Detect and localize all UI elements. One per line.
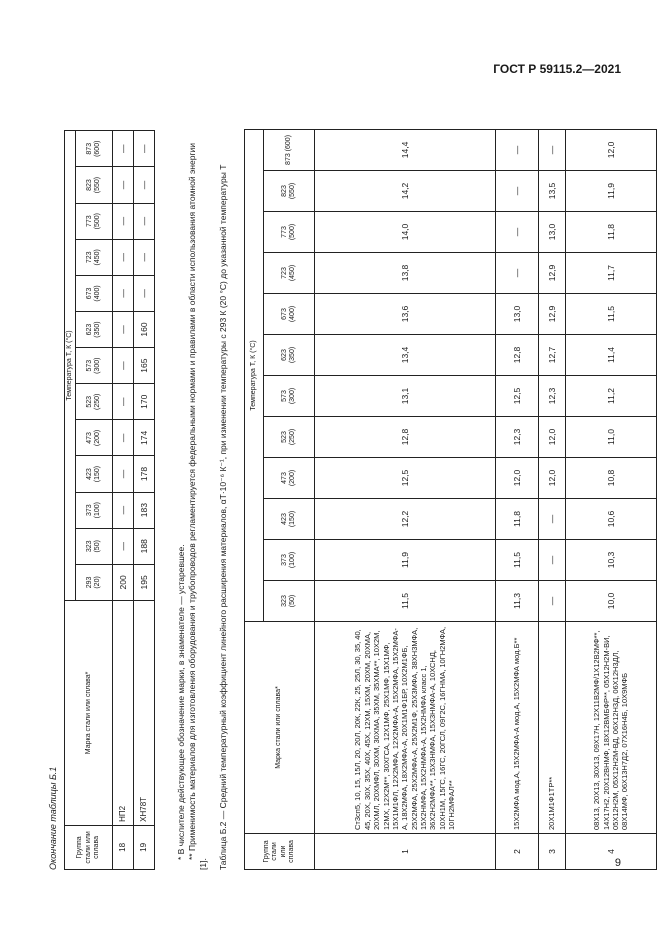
value-cell: 12,0 (539, 458, 566, 499)
temperature-cell: 473 (200) (264, 458, 315, 499)
value-cell: — (113, 384, 134, 420)
value-cell: — (539, 540, 566, 581)
note-1: * В числителе действующее обозначение марки, в знаменателе — устаревшее. (176, 544, 186, 860)
value-cell: 11,5 (315, 581, 496, 622)
table-row (539, 129, 566, 869)
value-cell: 11,2 (566, 376, 657, 417)
value-cell: 12,2 (315, 499, 496, 540)
value-cell: 11,5 (566, 294, 657, 335)
temperature-cell: 373 (100) (76, 492, 113, 528)
value-cell: 174 (134, 420, 155, 456)
value-cell: — (134, 131, 155, 167)
grade-cell: 15Х2МФА мод.А, 15Х2МФА-А мод.А, 15Х2МФА мод.Б** (496, 622, 539, 834)
value-cell: 13,8 (315, 253, 496, 294)
value-cell: 11,8 (496, 499, 539, 540)
value-cell: 11,9 (566, 171, 657, 212)
temperature-cell: 323 (50) (264, 581, 315, 622)
temperature-cell: 773 (500) (76, 203, 113, 239)
temperature-cell: 723 (450) (76, 239, 113, 275)
value-cell: 10,3 (566, 540, 657, 581)
table-b1-notes (176, 130, 209, 870)
value-cell: 10,8 (566, 458, 657, 499)
table-b1-group-header: Группа стали или сплава (65, 825, 113, 869)
temperature-cell: 623 (350) (76, 311, 113, 347)
value-cell: 11,4 (566, 335, 657, 376)
table-row (113, 131, 134, 870)
value-cell: — (539, 499, 566, 540)
value-cell: 14,4 (315, 129, 496, 170)
value-cell: 12,0 (566, 129, 657, 170)
value-cell: 13,0 (539, 212, 566, 253)
group-cell: 4 (566, 834, 657, 870)
value-cell: 195 (134, 564, 155, 600)
value-cell: 10,6 (566, 499, 657, 540)
temperature-cell: 673 (400) (264, 294, 315, 335)
value-cell: 200 (113, 564, 134, 600)
table-b2-temperature-header: Температура Т, К (°С) (245, 129, 264, 621)
value-cell: 12,9 (539, 253, 566, 294)
table-b2-header-row (245, 129, 264, 869)
value-cell: 10,0 (566, 581, 657, 622)
value-cell: 12,3 (496, 417, 539, 458)
table-row (566, 129, 657, 869)
value-cell: 12,5 (315, 458, 496, 499)
table-b1-caption: Окончание таблицы Б.1 (48, 766, 58, 870)
group-cell: 18 (113, 825, 134, 869)
value-cell: 11,8 (566, 212, 657, 253)
value-cell: 165 (134, 348, 155, 384)
temperature-cell: 293 (20) (76, 564, 113, 600)
temperature-cell: 423 (150) (76, 456, 113, 492)
temperature-cell: 573 (300) (264, 376, 315, 417)
value-cell: 12,8 (315, 417, 496, 458)
value-cell: 11,0 (566, 417, 657, 458)
grade-cell: 08Х13, 20Х13, 30Х13, 09Х17Н, 12Х11В2МФ/1Х12В2МФ**, 14Х17Н2, 20Х12ВНМФ, 18Х12ВМБФР**, 05Х12Н2М-ВИ, 05Х12Н2М, 05Х12Н2М-ВД, 06Х12Н3Д, 06Х12Н3ДЛ, 08Х14МФ, 06Х13Н7Д2, 07Х16Н4Б, 10Х9МФБ (566, 622, 657, 834)
value-cell: — (496, 171, 539, 212)
group-cell: 19 (134, 825, 155, 869)
table-b2 (244, 129, 657, 870)
page-number: 9 (614, 857, 621, 869)
temperature-cell: 873 (600) (264, 129, 315, 170)
table-b1 (64, 130, 155, 870)
value-cell: 11,9 (315, 540, 496, 581)
value-cell: — (113, 456, 134, 492)
value-cell: 178 (134, 456, 155, 492)
temperature-cell: 773 (500) (264, 212, 315, 253)
value-cell: 11,3 (496, 581, 539, 622)
value-cell: — (134, 203, 155, 239)
value-cell: 12,3 (539, 376, 566, 417)
temperature-cell: 823 (550) (76, 167, 113, 203)
value-cell: — (134, 239, 155, 275)
value-cell: — (113, 311, 134, 347)
value-cell: 13,0 (496, 294, 539, 335)
value-cell: — (113, 203, 134, 239)
value-cell: — (113, 239, 134, 275)
temperature-cell: 823 (550) (264, 171, 315, 212)
group-cell: 3 (539, 834, 566, 870)
value-cell: 13,5 (539, 171, 566, 212)
table-row (315, 129, 496, 869)
grade-cell: ХН78Т (134, 600, 155, 825)
value-cell: 160 (134, 311, 155, 347)
note-2: ** Применимость материалов для изготовления оборудования и трубопроводов регламентируется федеральными нормами и правилами в области использования атомной энергии [1]. (187, 142, 209, 870)
grade-cell: НП2 (113, 600, 134, 825)
table-b1-temperature-header: Температура Т, К (°С) (65, 131, 76, 601)
temperature-cell: 473 (200) (76, 420, 113, 456)
table-b2-group-header: Группа стали или сплава (245, 834, 315, 870)
temperature-cell: 623 (350) (264, 335, 315, 376)
value-cell: — (496, 212, 539, 253)
rotated-content (48, 130, 630, 870)
value-cell: 14,2 (315, 171, 496, 212)
value-cell: — (113, 492, 134, 528)
document-header: ГОСТ Р 59115.2—2021 (493, 62, 621, 76)
value-cell: 13,6 (315, 294, 496, 335)
temperature-cell: 723 (450) (264, 253, 315, 294)
value-cell: — (113, 420, 134, 456)
value-cell: — (113, 131, 134, 167)
table-b1-grade-header: Марка стали или сплава* (65, 600, 113, 825)
temperature-cell: 323 (50) (76, 528, 113, 564)
value-cell: — (134, 275, 155, 311)
value-cell: 12,8 (496, 335, 539, 376)
value-cell: — (113, 528, 134, 564)
temperature-cell: 423 (150) (264, 499, 315, 540)
value-cell: 12,5 (496, 376, 539, 417)
rotated-content-area (48, 130, 630, 870)
value-cell: — (539, 129, 566, 170)
table-b2-grade-header: Марка стали или сплава* (245, 622, 315, 834)
value-cell: 183 (134, 492, 155, 528)
value-cell: — (113, 348, 134, 384)
value-cell: — (539, 581, 566, 622)
value-cell: 188 (134, 528, 155, 564)
grade-cell: Ст3сп5, 10, 15, 15Л, 20, 20Л, 20К, 22К, 25, 25Л, 30, 35, 40, 45, 20Х, 30Х, 35Х, 40Х, 45Х, 12ХМ, 15ХМ, 20ХМ, 20ХМА, 20ХМЛ, 20ХМФЛ, 30ХМ, 30ХМА, 35ХМ, 35ХМА**, 10Х2М, 12МХ, 12Х2М**, 30ХГСА, 12Х1МФ, 25Х1МФ, 15Х1МФ, 15Х1М1ФЛ, 12Х2МФА, 12Х2МФА-А, 15Х2МФА, 15Х2МФА-А, 18Х2МФА, 18Х2МФА-А, 20Х1М1Ф1БР, 10Х2М1ФБ, 25Х2МФА, 25Х2МФА-А, 25Х2М1Ф, 25Х3МФА, 38ХН3МФА, 15Х2НМФА, 15Х2НМФА-А, 15Х2НМФА класс 1, 36Х2Н2МФА**, 15Х3НМФА, 15Х3НМФА-А, 10ХСНД, 10ХН1М, 15ГС, 16ГС, 20ГСЛ, 09Г2С, 16ГНМА, 10ГН2МФА, 10ГН2МФАЛ** (315, 622, 496, 834)
value-cell: 11,7 (566, 253, 657, 294)
grade-cell: 20Х1М1Ф1ТР** (539, 622, 566, 834)
value-cell: — (113, 275, 134, 311)
table-row (496, 129, 539, 869)
value-cell: 13,1 (315, 376, 496, 417)
value-cell: 12,7 (539, 335, 566, 376)
temperature-cell: 523 (250) (264, 417, 315, 458)
table-b1-header-row (65, 131, 76, 870)
value-cell: 14,0 (315, 212, 496, 253)
value-cell: — (496, 129, 539, 170)
table-b2-caption: Таблица Б.2 — Средний температурный коэффициент линейного расширения материалов, αT·10⁻⁶ К⁻¹, при изменении температуры с 293 К (20 °С) до указанной температуры Т (218, 164, 228, 870)
temperature-cell: 873 (600) (76, 131, 113, 167)
value-cell: — (113, 167, 134, 203)
value-cell: 12,9 (539, 294, 566, 335)
value-cell: 12,0 (539, 417, 566, 458)
value-cell: 11,5 (496, 540, 539, 581)
temperature-cell: 373 (100) (264, 540, 315, 581)
value-cell: 170 (134, 384, 155, 420)
temperature-cell: 573 (300) (76, 348, 113, 384)
temperature-cell: 673 (400) (76, 275, 113, 311)
group-cell: 1 (315, 834, 496, 870)
table-row (134, 131, 155, 870)
value-cell: 12,0 (496, 458, 539, 499)
temperature-cell: 523 (250) (76, 384, 113, 420)
value-cell: — (496, 253, 539, 294)
group-cell: 2 (496, 834, 539, 870)
value-cell: — (134, 167, 155, 203)
value-cell: 13,4 (315, 335, 496, 376)
